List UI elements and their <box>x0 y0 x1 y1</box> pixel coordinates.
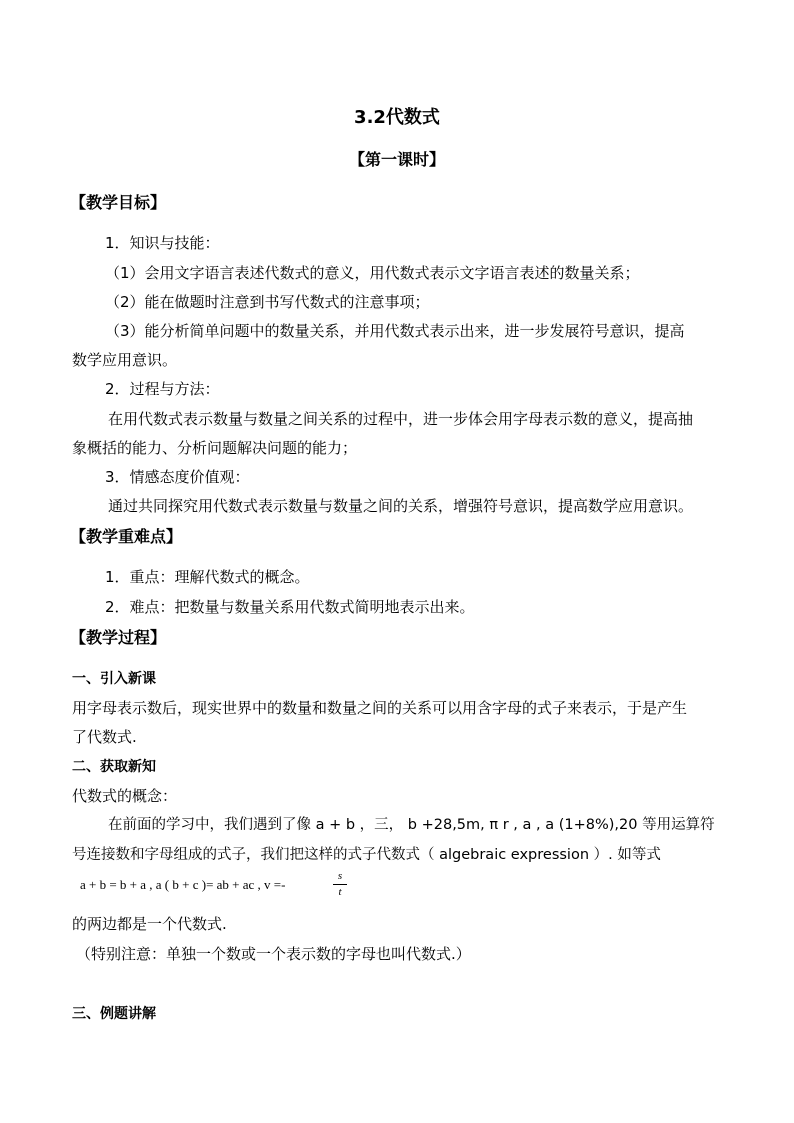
process-heading: 【教学过程】 <box>70 628 167 647</box>
section-heading: 一、引入新课 <box>72 671 156 687</box>
objective-line: 象概括的能力、分析问题解决问题的能力； <box>72 439 358 457</box>
paragraph-line: 用字母表示数后，现实世界中的数量和数量之间的关系可以用含字母的式子来表示，于是产生 <box>72 699 688 717</box>
objective-line: 1．知识与技能： <box>105 234 220 252</box>
objective-line: 在用代数式表示数量与数量之间关系的过程中，进一步体会用字母表示数的意义，提高抽 <box>108 410 694 428</box>
fraction-bar <box>333 884 347 885</box>
section-heading: 二、获取新知 <box>72 759 156 775</box>
objective-line: （3）能分析简单问题中的数量关系，并用代数式表示出来，进一步发展符号意识，提高 <box>105 322 685 340</box>
objective-line: 数学应用意识。 <box>72 351 178 369</box>
objective-line: 3．情感态度价值观： <box>105 468 250 486</box>
paragraph-line: 在前面的学习中，我们遇到了像 a + b ，三， b +28,5m, π r , a , a (1+8%),20 等用运算符 <box>108 817 715 833</box>
formula-line: a + b = b + a , a ( b + c )= ab + ac , v =- <box>80 877 286 892</box>
key-points-heading: 【教学重难点】 <box>70 527 183 546</box>
fraction-denominator: t <box>338 886 342 898</box>
paragraph-line: 了代数式. <box>72 728 137 746</box>
key-point-line: 2．难点：把数量与数量关系用代数式简明地表示出来。 <box>105 598 475 616</box>
note-line: （特别注意：单独一个数或一个表示数的字母也叫代数式.） <box>76 945 471 963</box>
fraction-numerator: s <box>337 870 343 882</box>
section-heading: 三、例题讲解 <box>72 1006 156 1022</box>
paragraph-line: 的两边都是一个代数式. <box>72 915 227 933</box>
concept-label: 代数式的概念： <box>72 787 178 805</box>
paragraph-line: 号连接数和字母组成的式子，我们把这样的式子代数式（ algebraic expression ）. 如等式 <box>72 847 661 863</box>
objectives-heading: 【教学目标】 <box>70 193 167 212</box>
objective-line: （2）能在做题时注意到书写代数式的注意事项； <box>105 293 430 311</box>
key-point-line: 1．重点：理解代数式的概念。 <box>105 568 310 586</box>
page-title: 3.2代数式 <box>354 107 440 128</box>
objective-line: 2．过程与方法： <box>105 380 220 398</box>
fraction-s-over-t <box>333 870 347 899</box>
objective-line: （1）会用文字语言表述代数式的意义，用代数式表示文字语言表述的数量关系； <box>105 264 640 282</box>
objective-line: 通过共同探究用代数式表示数量与数量之间的关系，增强符号意识，提高数学应用意识。 <box>108 497 694 515</box>
page-subtitle: 【第一课时】 <box>348 150 445 169</box>
